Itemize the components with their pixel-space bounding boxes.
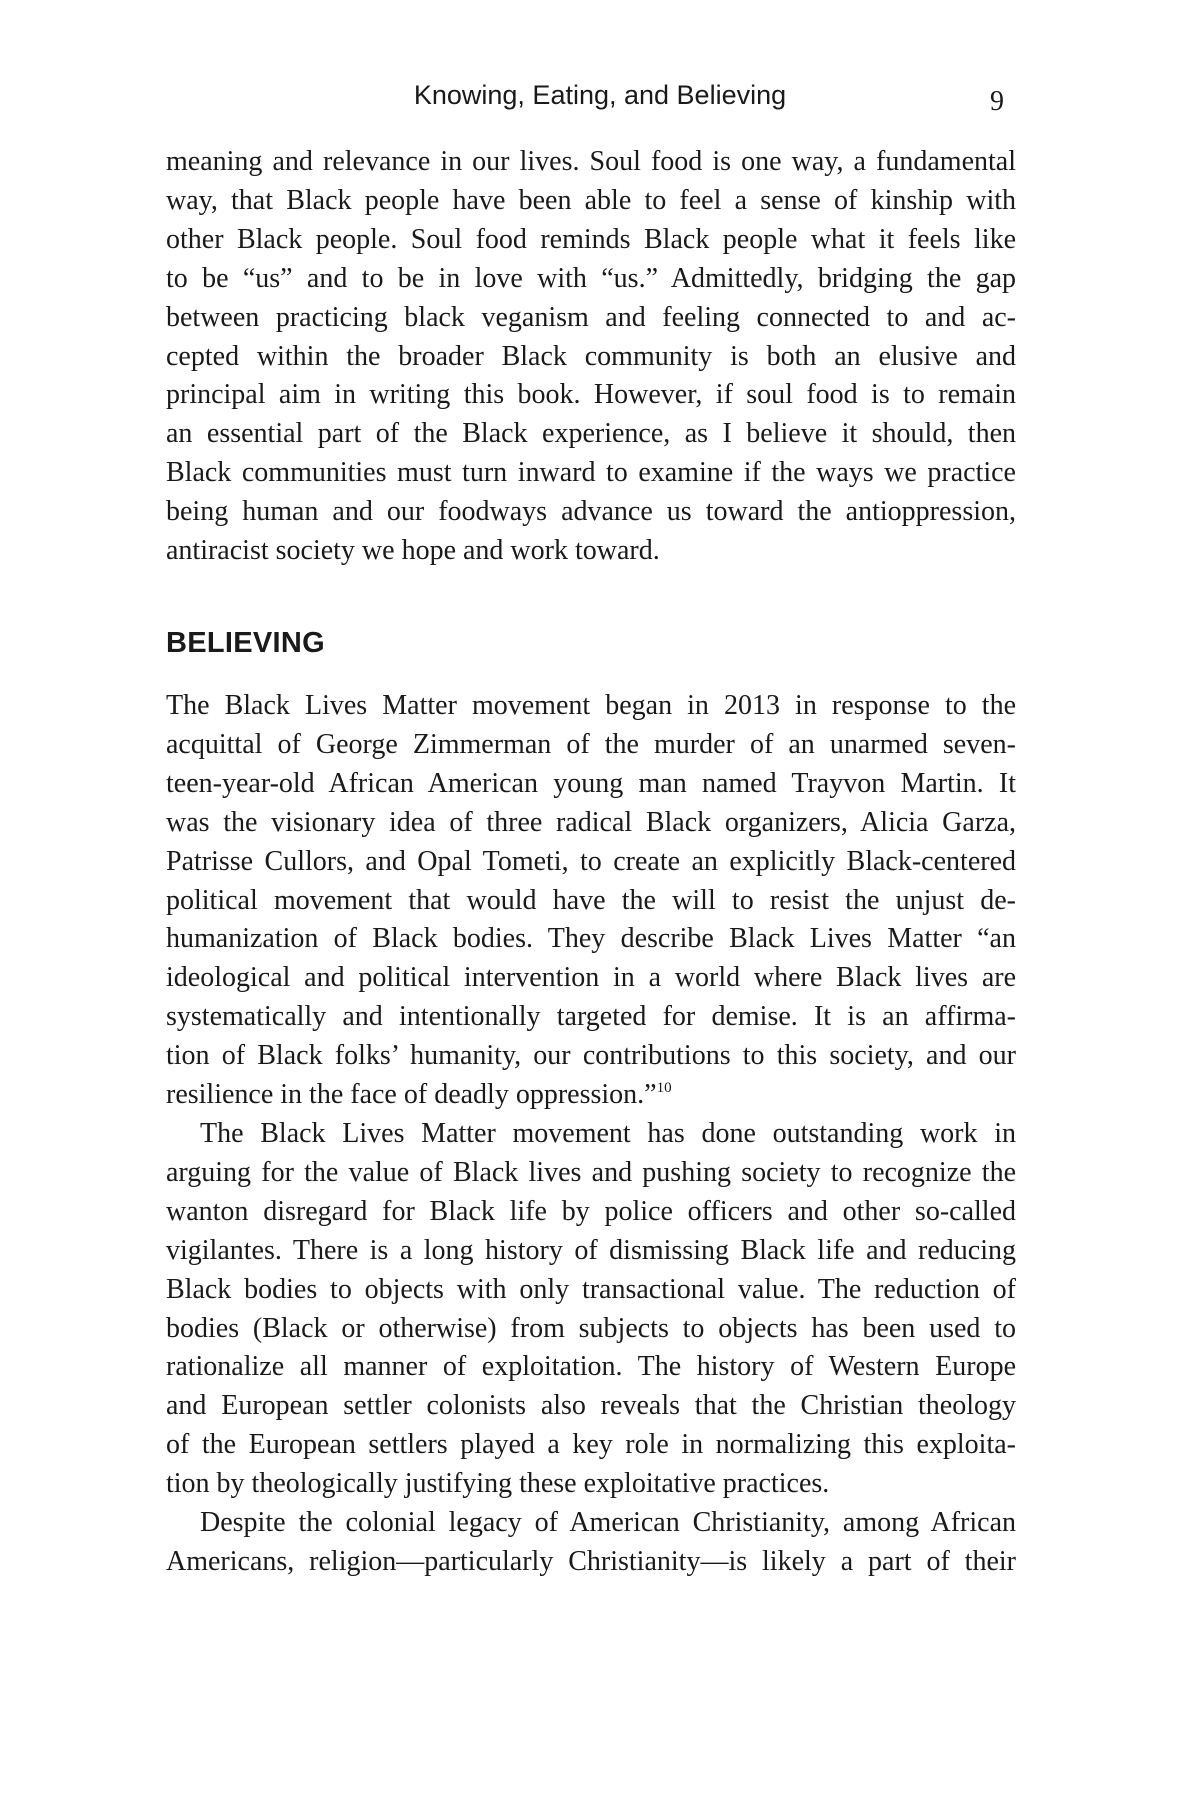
text-line: principal aim in writing this book. However, if soul food is to remain	[166, 379, 1016, 411]
text-line: tion of Black folks’ humanity, our contributions to this society, and our	[166, 1040, 1016, 1072]
text-line: acquittal of George Zimmerman of the murder of an unarmed seven-	[166, 728, 1016, 760]
footnote-reference: 10	[656, 1080, 672, 1097]
text-line: was the visionary idea of three radical Black organizers, Alicia Garza,	[166, 806, 1016, 838]
text-line: The Black Lives Matter movement has done outstanding work in	[200, 1117, 1016, 1149]
text-line: Black bodies to objects with only transactional value. The reduction of	[166, 1273, 1016, 1305]
text-line: resilience in the face of deadly oppression.”	[166, 1079, 657, 1111]
text-line: Americans, religion—particularly Christianity—is likely a part of their	[166, 1545, 1016, 1577]
text-line: arguing for the value of Black lives and pushing society to recognize the	[166, 1156, 1016, 1188]
running-head: Knowing, Eating, and Believing	[413, 80, 787, 110]
text-line: antiracist society we hope and work toward.	[166, 535, 660, 567]
text-line: bodies (Black or otherwise) from subjects to objects has been used to	[166, 1312, 1016, 1344]
text-line-with-footnote	[166, 1076, 1016, 1115]
text-line: teen-year-old African American young man named Trayvon Martin. It	[166, 767, 1016, 799]
text-line: and European settler colonists also reveals that the Christian theology	[166, 1390, 1016, 1422]
paragraph-knowing-eating	[166, 143, 1016, 571]
page-number: 9	[990, 86, 1004, 117]
text-line: wanton disregard for Black life by police officers and other so-called	[166, 1195, 1016, 1227]
paragraph-black-lives-matter	[166, 687, 1016, 1115]
text-line: meaning and relevance in our lives. Soul food is one way, a fundamental	[166, 146, 1016, 177]
text-line: an essential part of the Black experience, as I believe it should, then	[166, 418, 1016, 450]
text-line: way, that Black people have been able to feel a sense of kinship with	[166, 184, 1016, 216]
text-line: vigilantes. There is a long history of dismissing Black life and reducing	[166, 1234, 1016, 1266]
text-line: other Black people. Soul food reminds Black people what it feels like	[166, 223, 1016, 255]
text-line: Patrisse Cullors, and Opal Tometi, to create an explicitly Black-centered	[166, 845, 1016, 877]
text-line: tion by theologically justifying these exploitative practices.	[166, 1468, 830, 1500]
text-line: political movement that would have the will to resist the unjust de-	[166, 884, 1016, 916]
text-line: humanization of Black bodies. They describe Black Lives Matter “an	[166, 923, 1016, 955]
text-line: ideological and political intervention in a world where Black lives are	[166, 962, 1016, 994]
text-line: cepted within the broader Black community is both an elusive and	[166, 340, 1016, 372]
section-heading: BELIEVING	[166, 627, 325, 659]
text-line: Despite the colonial legacy of American Christianity, among African	[200, 1507, 1016, 1539]
text-line: systematically and intentionally targeted for demise. It is an affirma-	[166, 1001, 1016, 1033]
paragraph-movement-work	[166, 1115, 1016, 1504]
text-line: to be “us” and to be in love with “us.” Admittedly, bridging the gap	[166, 262, 1016, 294]
text-line: Black communities must turn inward to examine if the ways we practice	[166, 457, 1016, 489]
text-line: of the European settlers played a key role in normalizing this exploita-	[166, 1429, 1016, 1461]
text-line: The Black Lives Matter movement began in 2013 in response to the	[166, 690, 1016, 721]
paragraph-colonial-legacy	[166, 1504, 1016, 1582]
text-line: being human and our foodways advance us toward the antioppression,	[166, 496, 1016, 528]
text-line: between practicing black veganism and feeling connected to and ac-	[166, 301, 1016, 333]
section-body	[166, 687, 1016, 1582]
text-line: rationalize all manner of exploitation. The history of Western Europe	[166, 1351, 1016, 1383]
